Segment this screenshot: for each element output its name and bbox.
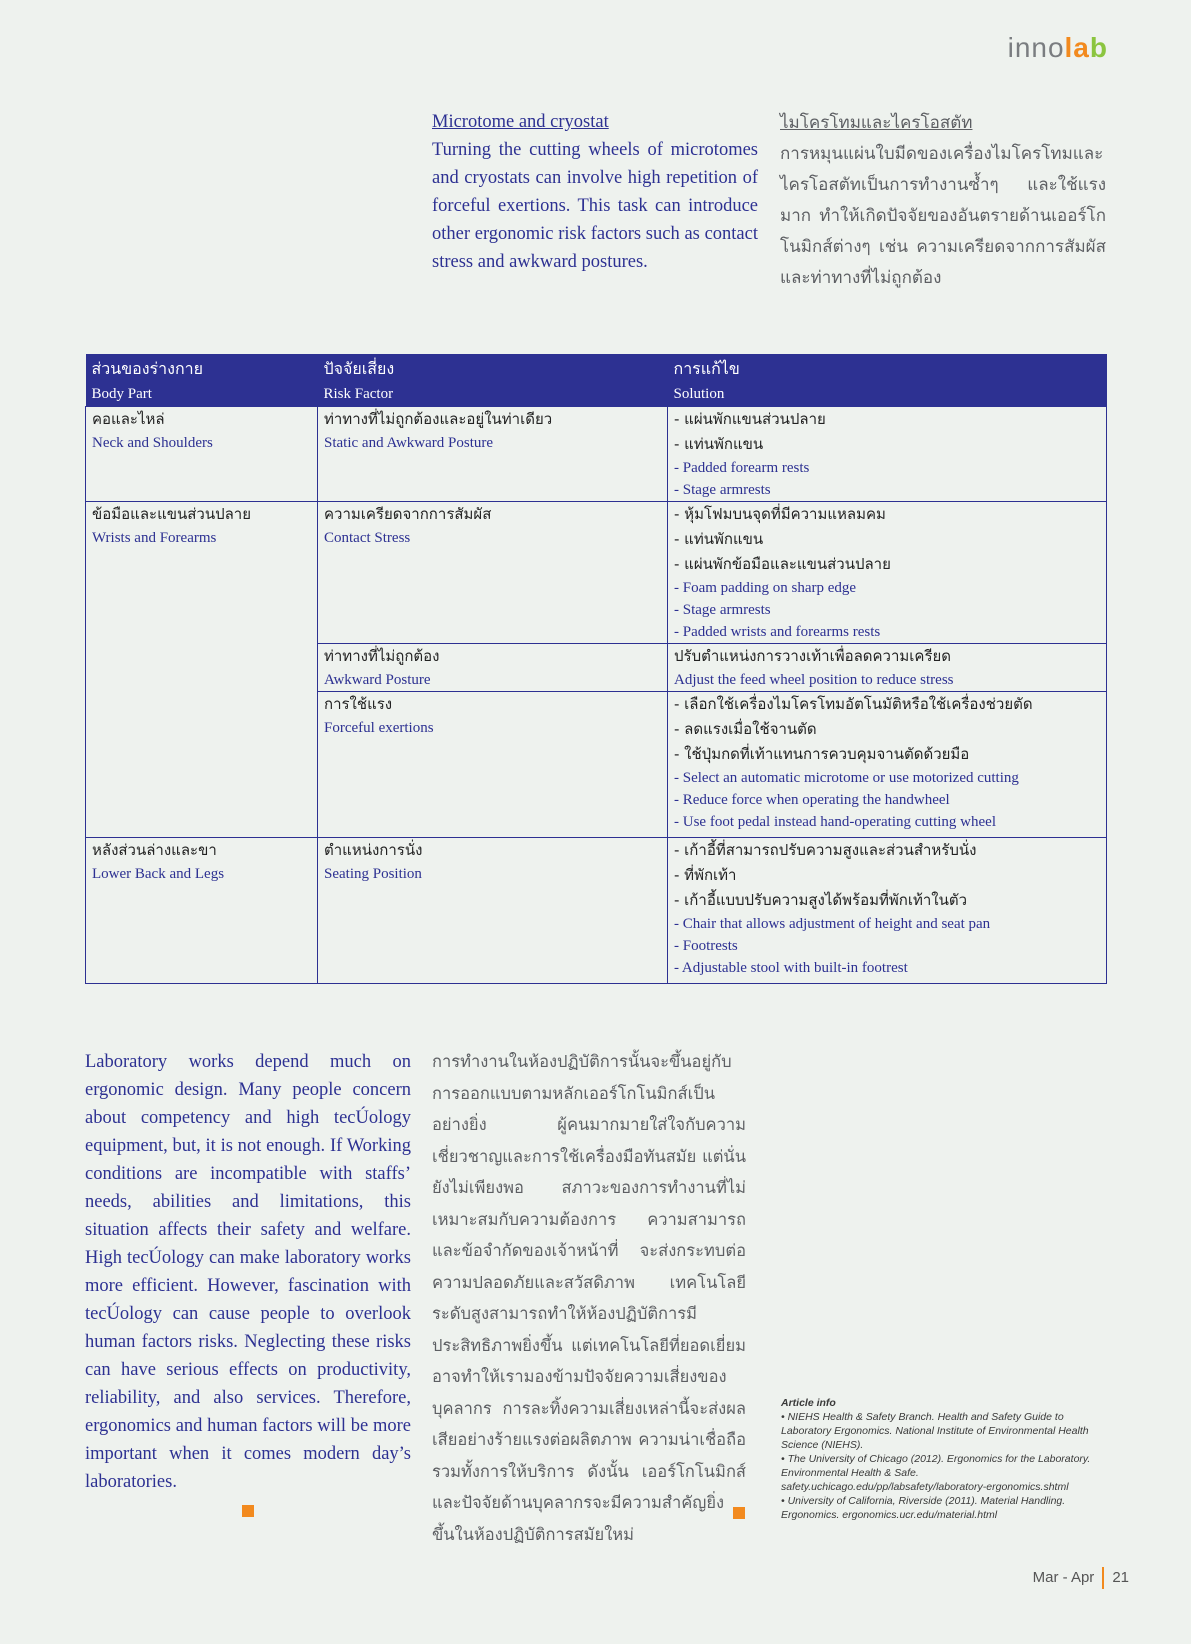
risk-factor-cell: ความเครียดจากการสัมผัส Contact Stress [318, 502, 668, 644]
innolab-logo: innolab [1007, 32, 1108, 63]
bottom-thai-column [432, 1046, 746, 1550]
table-row [86, 502, 1107, 644]
top-english-column [432, 108, 758, 276]
header-solution: การแก้ไข Solution [668, 354, 1107, 407]
reference-item: • NIEHS Health & Safety Branch. Health and Safety Guide to Laboratory Ergonomics. National Institute of Environmental Health Science (NIEHS). [781, 1411, 1089, 1451]
article-info [781, 1396, 1106, 1522]
solution-cell: - เก้าอี้ที่สามารถปรับความสูงและส่วนสำหรับนั่ง - ที่พักเท้า - เก้าอี้แบบปรับความสูงได้พร้อมที่พักเท้าในตัว - Chair that allows adjustment of height and seat pan - Footrests - Adjustable stool with built-in footrest [668, 838, 1107, 984]
page-footer [1033, 1567, 1129, 1589]
bottom-body-th: การทำงานในห้องปฏิบัติการนั้นจะขึ้นอยู่กับการออกแบบตามหลักเออร์โกโนมิกส์เป็นอย่างยิ่ง ผู้คนมากมายใส่ใจกับความเชี่ยวชาญและการใช้เครื่องมือทันสมัย แต่นั่นยังไม่เพียงพอ สภาวะของการทำงานที่ไม่เหมาะสมกับความต้องการ ความสามารถ และข้อจำกัดของเจ้าหน้าที่ จะส่งกระทบต่อความปลอดภัยและสวัสดิภาพ เทคโนโลยีระดับสูงสามารถทำให้ห้องปฏิบัติการมีประสิทธิภาพยิ่งขึ้น แต่เทคโนโลยีที่ยอดเยี่ยมอาจทำให้เรามองข้ามปัจจัยความเสี่ยงของบุคลากร การละทิ้งความเสี่ยงเหล่านี้จะส่งผลเสียอย่างร้ายแรงต่อผลิตภาพ ความน่าเชื่อถือ รวมทั้งการให้บริการ ดังนั้น เออร์โกโนมิกส์และปัจจัยด้านบุคลากรจะมีความสำคัญยิ่งขึ้นในห้องปฏิบัติการสมัยใหม่ [432, 1052, 746, 1544]
end-square-icon [733, 1507, 745, 1519]
body-part-cell: ข้อมือและแขนส่วนปลาย Wrists and Forearms [86, 502, 318, 838]
top-thai-column [780, 108, 1106, 294]
reference-item: • University of California, Riverside (2011). Material Handling. Ergonomics. ergonomics.ucr.edu/material.html [781, 1495, 1066, 1521]
risk-factor-cell: การใช้แรง Forceful exertions [318, 692, 668, 838]
section-body-en: Turning the cutting wheels of microtomes and cryostats can involve high repetition of forceful exertions. This task can introduce other ergonomic risk factors such as contact stress and awkward postures. [432, 140, 758, 272]
solution-cell: ปรับตำแหน่งการวางเท้าเพื่อลดความเครียด Adjust the feed wheel position to reduce stress [668, 644, 1107, 692]
section-body-th: การหมุนแผ่นใบมีดของเครื่องไมโครโทมและไครโอสตัทเป็นการทำงานซ้ำๆ และใช้แรงมาก ทำให้เกิดปัจจัยของอันตรายด้านเออร์โกโนมิกส์ต่างๆ เช่น ความเครียดจากการสัมผัสและท่าทางที่ไม่ถูกต้อง [780, 144, 1106, 288]
risk-factor-cell: ท่าทางที่ไม่ถูกต้อง Awkward Posture [318, 644, 668, 692]
table-row [86, 838, 1107, 984]
solution-cell: - แผ่นพักแขนส่วนปลาย - แท่นพักแขน - Padded forearm rests - Stage armrests [668, 407, 1107, 502]
table-header-row [86, 354, 1107, 407]
header-risk-factor: ปัจจัยเสี่ยง Risk Factor [318, 354, 668, 407]
article-info-title: Article info [781, 1397, 836, 1409]
ergonomic-risk-table [85, 354, 1107, 984]
solution-cell: - เลือกใช้เครื่องไมโครโทมอัตโนมัติหรือใช้เครื่องช่วยตัด - ลดแรงเมื่อใช้จานตัด - ใช้ปุ่มกดที่เท้าแทนการควบคุมจานตัดด้วยมือ - Select an automatic microtome or use motorized cutting - Reduce force when operating the handwheel - Use foot pedal instead hand-operating cutting wheel [668, 692, 1107, 838]
end-square-icon [242, 1505, 254, 1517]
risk-factor-cell: ท่าทางที่ไม่ถูกต้องและอยู่ในท่าเดียว Static and Awkward Posture [318, 407, 668, 502]
bottom-english-column [85, 1048, 411, 1496]
risk-factor-cell: ตำแหน่งการนั่ง Seating Position [318, 838, 668, 984]
page-number: 21 [1112, 1568, 1129, 1586]
footer-divider [1102, 1567, 1104, 1589]
body-part-cell: คอและไหล่ Neck and Shoulders [86, 407, 318, 502]
bottom-body-en: Laboratory works depend much on ergonomic design. Many people concern about competency and high tecÚology equipment, but, it is not enough. If Working conditions are incompatible with staffs’ needs, abilities and limitations, this situation affects their safety and welfare. High tecÚology can make laboratory works more efficient. However, fascination with tecÚology can cause people to overlook human factors risks. Neglecting these risks can have serious effects on productivity, reliability, and also services. Therefore, ergonomics and human factors will be more important when it comes modern day’s laboratories. [85, 1052, 411, 1492]
section-heading-en: Microtome and cryostat [432, 112, 609, 132]
section-heading-th: ไมโครโทมและไครโอสตัท [780, 113, 973, 133]
solution-cell: - หุ้มโฟมบนจุดที่มีความแหลมคม - แท่นพักแขน - แผ่นพักข้อมือและแขนส่วนปลาย - Foam padding on sharp edge - Stage armrests - Padded wrists and forearms rests [668, 502, 1107, 644]
body-part-cell: หลังส่วนล่างและขา Lower Back and Legs [86, 838, 318, 984]
header-body-part: ส่วนของร่างกาย Body Part [86, 354, 318, 407]
table-row [86, 407, 1107, 502]
issue-label: Mar - Apr [1032, 1568, 1095, 1586]
reference-item: • The University of Chicago (2012). Ergonomics for the Laboratory. Environmental Health & Safe. safety.uchicago.edu/pp/labsafety/laboratory-ergonomics.shtml [781, 1453, 1091, 1493]
